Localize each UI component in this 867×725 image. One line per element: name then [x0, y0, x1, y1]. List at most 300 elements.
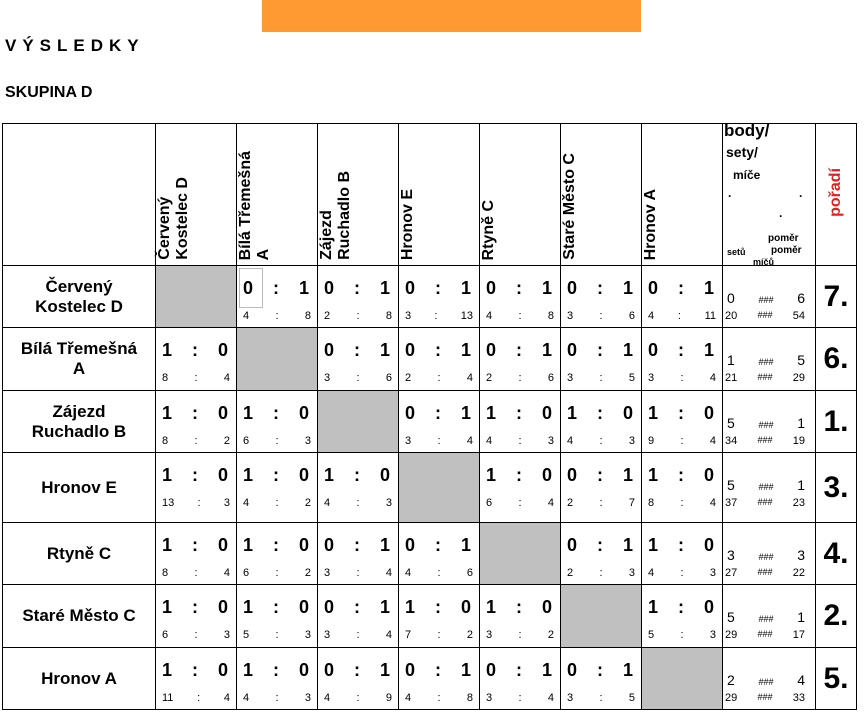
match-balls: [162, 629, 230, 641]
balls-away: 3: [709, 629, 716, 641]
match-cell: [642, 523, 723, 585]
match-cell: [561, 266, 642, 328]
match-score: [486, 660, 552, 681]
header-row: [3, 124, 857, 266]
balls-separator: :: [518, 629, 522, 641]
balls-separator: :: [518, 497, 522, 509]
score-away: 0: [298, 660, 309, 680]
match-balls: [162, 435, 230, 447]
score-separator: :: [516, 465, 522, 485]
match-score: [243, 597, 309, 618]
balls-away: 4: [709, 372, 716, 384]
score-separator: :: [678, 535, 684, 555]
score-away: 0: [703, 535, 714, 555]
match-balls: [567, 692, 635, 704]
balls-separator: :: [356, 372, 360, 384]
corner-cell: [3, 124, 156, 266]
balls-separator: :: [356, 692, 360, 704]
balls-away: 3: [709, 567, 716, 579]
score-away: 1: [460, 340, 471, 360]
match-cell: [237, 391, 318, 453]
match-balls: [243, 567, 311, 579]
points-hash1: ###: [758, 614, 774, 624]
balls-away: 5: [628, 692, 635, 704]
score-home: 1: [243, 535, 254, 555]
rank-cell: 2.: [816, 585, 857, 648]
score-home: 0: [648, 340, 659, 360]
points-header-balls-label: míčů: [753, 257, 775, 267]
table-row: [3, 453, 857, 523]
balls-separator: :: [599, 372, 603, 384]
balls-home: 6: [486, 497, 493, 509]
match-balls: [162, 692, 230, 704]
score-separator: :: [597, 465, 603, 485]
points-mice: 19: [792, 435, 805, 447]
score-home: 0: [405, 278, 416, 298]
match-score: [405, 278, 471, 299]
points-mice: 17: [792, 629, 805, 641]
header-banner: [262, 0, 641, 32]
balls-away: 4: [709, 497, 716, 509]
points-mice: 22: [792, 567, 805, 579]
balls-away: 4: [709, 435, 716, 447]
score-home: 1: [567, 403, 578, 423]
score-home: 1: [162, 597, 173, 617]
score-away: 1: [460, 535, 471, 555]
points-header: [723, 121, 816, 267]
balls-home: 3: [405, 310, 412, 322]
match-score: [162, 660, 228, 681]
points-sety: 29: [725, 629, 738, 641]
match-balls: [243, 310, 311, 322]
self-cell: [156, 266, 237, 328]
match-balls: [162, 497, 230, 509]
balls-home: 4: [486, 310, 493, 322]
balls-away: 2: [304, 497, 311, 509]
balls-home: 3: [648, 372, 655, 384]
score-separator: :: [516, 597, 522, 617]
balls-home: 4: [648, 310, 655, 322]
points-cell: [723, 648, 816, 710]
self-cell: [642, 648, 723, 710]
balls-separator: :: [680, 567, 684, 579]
row-team-name: Rtyně C: [3, 523, 156, 585]
match-cell: [561, 523, 642, 585]
balls-home: 6: [243, 435, 250, 447]
score-away: 1: [460, 403, 471, 423]
balls-separator: :: [275, 629, 279, 641]
score-separator: :: [192, 465, 198, 485]
match-score: [486, 278, 552, 299]
match-score: [324, 535, 390, 556]
rank-cell: 4.: [816, 523, 857, 585]
balls-home: 3: [324, 372, 331, 384]
results-body: [3, 266, 857, 710]
score-separator: :: [597, 340, 603, 360]
match-cell: [561, 453, 642, 523]
match-balls: [648, 435, 716, 447]
match-score: [486, 403, 552, 424]
balls-separator: :: [518, 692, 522, 704]
balls-away: 2: [223, 435, 230, 447]
match-score: [486, 465, 552, 486]
points-header-sets: sety/: [726, 144, 758, 160]
balls-separator: :: [197, 692, 201, 704]
score-separator: :: [354, 278, 360, 298]
match-balls: [648, 567, 716, 579]
balls-away: 2: [466, 629, 473, 641]
score-away: 1: [379, 278, 390, 298]
score-home: 0: [324, 340, 335, 360]
points-cell: [723, 453, 816, 523]
match-cell: [318, 648, 399, 710]
score-away: 0: [298, 403, 309, 423]
balls-home: 6: [243, 567, 250, 579]
points-sety: 37: [725, 497, 738, 509]
points-bottom: [725, 629, 805, 641]
balls-separator: :: [275, 435, 279, 447]
match-cell: [237, 266, 318, 328]
row-team-name: Hronov E: [3, 453, 156, 523]
points-body: 3: [727, 547, 735, 563]
balls-home: 4: [405, 692, 412, 704]
score-separator: :: [597, 278, 603, 298]
rank-cell: 6.: [816, 328, 857, 391]
points-top: [727, 547, 805, 563]
balls-home: 4: [243, 310, 250, 322]
balls-home: 3: [486, 629, 493, 641]
score-home: 1: [243, 597, 254, 617]
balls-home: 3: [486, 692, 493, 704]
balls-home: 3: [405, 435, 412, 447]
points-top: [727, 415, 805, 431]
match-cell: [642, 266, 723, 328]
match-score: [405, 660, 471, 681]
match-balls: [405, 435, 473, 447]
column-header: Hronov E: [399, 124, 480, 266]
points-body: 5: [727, 415, 735, 431]
match-score: [567, 660, 633, 681]
balls-away: 2: [304, 567, 311, 579]
points-hash2: ###: [757, 435, 773, 445]
balls-home: 3: [567, 372, 574, 384]
balls-separator: :: [518, 435, 522, 447]
balls-home: 4: [243, 497, 250, 509]
score-separator: :: [273, 597, 279, 617]
group-title: SKUPINA D: [5, 84, 93, 101]
balls-away: 3: [304, 692, 311, 704]
rank-cell: 3.: [816, 453, 857, 523]
points-header-dot: .: [799, 186, 803, 200]
balls-away: 6: [466, 567, 473, 579]
match-cell: [480, 453, 561, 523]
table-row: [3, 523, 857, 585]
score-home: 0: [405, 340, 416, 360]
match-cell: [156, 328, 237, 391]
column-header: Bílá Třemešná A: [237, 124, 318, 266]
match-balls: [243, 629, 311, 641]
match-cell: [318, 453, 399, 523]
points-cell: [723, 585, 816, 648]
self-cell: [318, 391, 399, 453]
balls-home: 4: [486, 435, 493, 447]
match-score: [243, 660, 309, 681]
balls-away: 3: [304, 435, 311, 447]
balls-away: 4: [385, 629, 392, 641]
score-away: 0: [217, 465, 228, 485]
points-mice: 23: [792, 497, 805, 509]
score-away: 0: [298, 597, 309, 617]
score-away: 0: [541, 597, 552, 617]
points-hash1: ###: [758, 295, 774, 305]
balls-away: 4: [466, 435, 473, 447]
rank-cell: 7.: [816, 266, 857, 328]
points-hash1: ###: [758, 420, 774, 430]
score-home: 0: [324, 597, 335, 617]
balls-home: 2: [405, 372, 412, 384]
score-home: 0: [567, 465, 578, 485]
balls-away: 11: [704, 310, 716, 322]
match-cell: [480, 266, 561, 328]
points-header-balls: míče: [733, 168, 761, 182]
balls-away: 4: [223, 692, 230, 704]
balls-away: 4: [223, 372, 230, 384]
score-separator: :: [597, 403, 603, 423]
table-row: [3, 648, 857, 710]
match-score: [162, 535, 228, 556]
score-away: 0: [217, 535, 228, 555]
match-balls: [486, 310, 554, 322]
points-pomer: 5: [797, 352, 805, 368]
balls-away: 4: [466, 372, 473, 384]
points-top: [727, 477, 805, 493]
points-hash2: ###: [757, 310, 773, 320]
balls-away: 8: [304, 310, 311, 322]
score-away: 1: [622, 340, 633, 360]
score-separator: :: [435, 403, 441, 423]
score-away: 0: [217, 660, 228, 680]
match-score: [567, 535, 633, 556]
match-score: [567, 340, 633, 361]
score-home: 0: [243, 278, 254, 298]
match-score: [324, 340, 390, 361]
points-bottom: [725, 567, 805, 579]
match-cell: [642, 391, 723, 453]
balls-away: 6: [547, 372, 554, 384]
score-home: 0: [486, 340, 497, 360]
score-away: 0: [703, 597, 714, 617]
match-score: [405, 535, 471, 556]
balls-home: 3: [567, 692, 574, 704]
score-separator: :: [192, 597, 198, 617]
score-home: 1: [162, 660, 173, 680]
score-separator: :: [435, 597, 441, 617]
balls-home: 2: [324, 310, 331, 322]
score-away: 1: [460, 660, 471, 680]
score-away: 0: [379, 465, 390, 485]
balls-away: 8: [466, 692, 473, 704]
match-balls: [243, 497, 311, 509]
match-score: [162, 465, 228, 486]
match-cell: [480, 585, 561, 648]
page-title: VÝSLEDKY: [5, 36, 145, 55]
points-bottom: [725, 310, 805, 322]
balls-separator: :: [599, 310, 603, 322]
balls-away: 6: [628, 310, 635, 322]
points-mice: 33: [792, 692, 805, 704]
balls-separator: :: [194, 372, 198, 384]
match-balls: [405, 629, 473, 641]
match-score: [648, 278, 714, 299]
score-away: 1: [622, 660, 633, 680]
score-home: 0: [405, 660, 416, 680]
score-home: 1: [486, 403, 497, 423]
column-header: Červený Kostelec D: [156, 124, 237, 266]
score-home: 1: [324, 465, 335, 485]
match-cell: [480, 328, 561, 391]
balls-home: 3: [567, 310, 574, 322]
score-separator: :: [354, 660, 360, 680]
score-separator: :: [192, 403, 198, 423]
table-row: [3, 585, 857, 648]
rank-cell: 5.: [816, 648, 857, 710]
match-balls: [648, 497, 716, 509]
balls-home: 5: [648, 629, 655, 641]
match-score: [648, 465, 714, 486]
balls-home: 4: [567, 435, 574, 447]
match-balls: [567, 435, 635, 447]
balls-separator: :: [680, 372, 684, 384]
balls-away: 6: [385, 372, 392, 384]
points-mice: 54: [792, 310, 805, 322]
match-cell: [237, 585, 318, 648]
match-balls: [243, 692, 311, 704]
score-separator: :: [597, 660, 603, 680]
column-header: Zájezd Ruchadlo B: [318, 124, 399, 266]
balls-home: 7: [405, 629, 412, 641]
score-away: 0: [541, 403, 552, 423]
points-cell: [723, 266, 816, 328]
balls-separator: :: [356, 310, 360, 322]
points-pomer: 1: [797, 415, 805, 431]
points-hash2: ###: [757, 497, 773, 507]
score-away: 0: [460, 597, 471, 617]
score-away: 0: [703, 403, 714, 423]
match-balls: [648, 629, 716, 641]
score-separator: :: [273, 465, 279, 485]
match-balls: [162, 567, 230, 579]
match-balls: [486, 435, 554, 447]
match-score: [567, 278, 633, 299]
score-away: 0: [298, 465, 309, 485]
balls-separator: :: [677, 310, 681, 322]
points-mice: 29: [792, 372, 805, 384]
score-away: 1: [622, 465, 633, 485]
score-separator: :: [597, 535, 603, 555]
match-cell: [399, 266, 480, 328]
score-separator: :: [354, 535, 360, 555]
score-separator: :: [192, 340, 198, 360]
match-cell: [237, 453, 318, 523]
match-score: [243, 403, 309, 424]
score-away: 1: [541, 660, 552, 680]
score-separator: :: [273, 660, 279, 680]
balls-separator: :: [680, 629, 684, 641]
balls-away: 4: [223, 567, 230, 579]
match-score: [648, 340, 714, 361]
match-score: [243, 465, 309, 486]
balls-away: 8: [547, 310, 554, 322]
score-separator: :: [354, 340, 360, 360]
match-balls: [324, 310, 392, 322]
balls-away: 13: [460, 310, 473, 322]
match-cell: [156, 648, 237, 710]
score-away: 0: [622, 403, 633, 423]
match-score: [162, 340, 228, 361]
score-home: 0: [324, 660, 335, 680]
score-home: 1: [648, 465, 659, 485]
balls-home: 8: [162, 435, 169, 447]
match-score: [648, 597, 714, 618]
balls-home: 8: [648, 497, 655, 509]
score-home: 1: [162, 403, 173, 423]
score-away: 1: [460, 278, 471, 298]
score-separator: :: [516, 660, 522, 680]
match-cell: [399, 523, 480, 585]
balls-home: 8: [162, 372, 169, 384]
match-balls: [162, 372, 230, 384]
match-balls: [567, 372, 635, 384]
match-score: [162, 597, 228, 618]
points-body: 2: [727, 672, 735, 688]
score-home: 0: [648, 278, 659, 298]
match-balls: [324, 629, 392, 641]
score-separator: :: [192, 660, 198, 680]
match-score: [162, 403, 228, 424]
balls-separator: :: [197, 497, 201, 509]
score-separator: :: [273, 535, 279, 555]
score-separator: :: [435, 340, 441, 360]
score-separator: :: [516, 403, 522, 423]
points-hash2: ###: [757, 629, 773, 639]
score-home: 1: [648, 597, 659, 617]
match-cell: [399, 391, 480, 453]
self-cell: [480, 523, 561, 585]
balls-home: 8: [162, 567, 169, 579]
points-sety: 34: [725, 435, 738, 447]
match-balls: [567, 497, 635, 509]
match-cell: [480, 648, 561, 710]
score-home: 1: [243, 660, 254, 680]
score-home: 0: [324, 278, 335, 298]
match-cell: [480, 391, 561, 453]
points-bottom: [725, 435, 805, 447]
match-score: [324, 660, 390, 681]
match-balls: [405, 567, 473, 579]
balls-home: 4: [405, 567, 412, 579]
match-cell: [561, 391, 642, 453]
balls-separator: :: [518, 372, 522, 384]
match-balls: [567, 567, 635, 579]
results-table: [2, 123, 857, 710]
balls-home: 6: [162, 629, 169, 641]
points-header-dot: .: [728, 186, 732, 200]
score-separator: :: [516, 340, 522, 360]
match-balls: [486, 692, 554, 704]
match-score: [405, 340, 471, 361]
score-home: 0: [486, 278, 497, 298]
points-cell: [723, 391, 816, 453]
